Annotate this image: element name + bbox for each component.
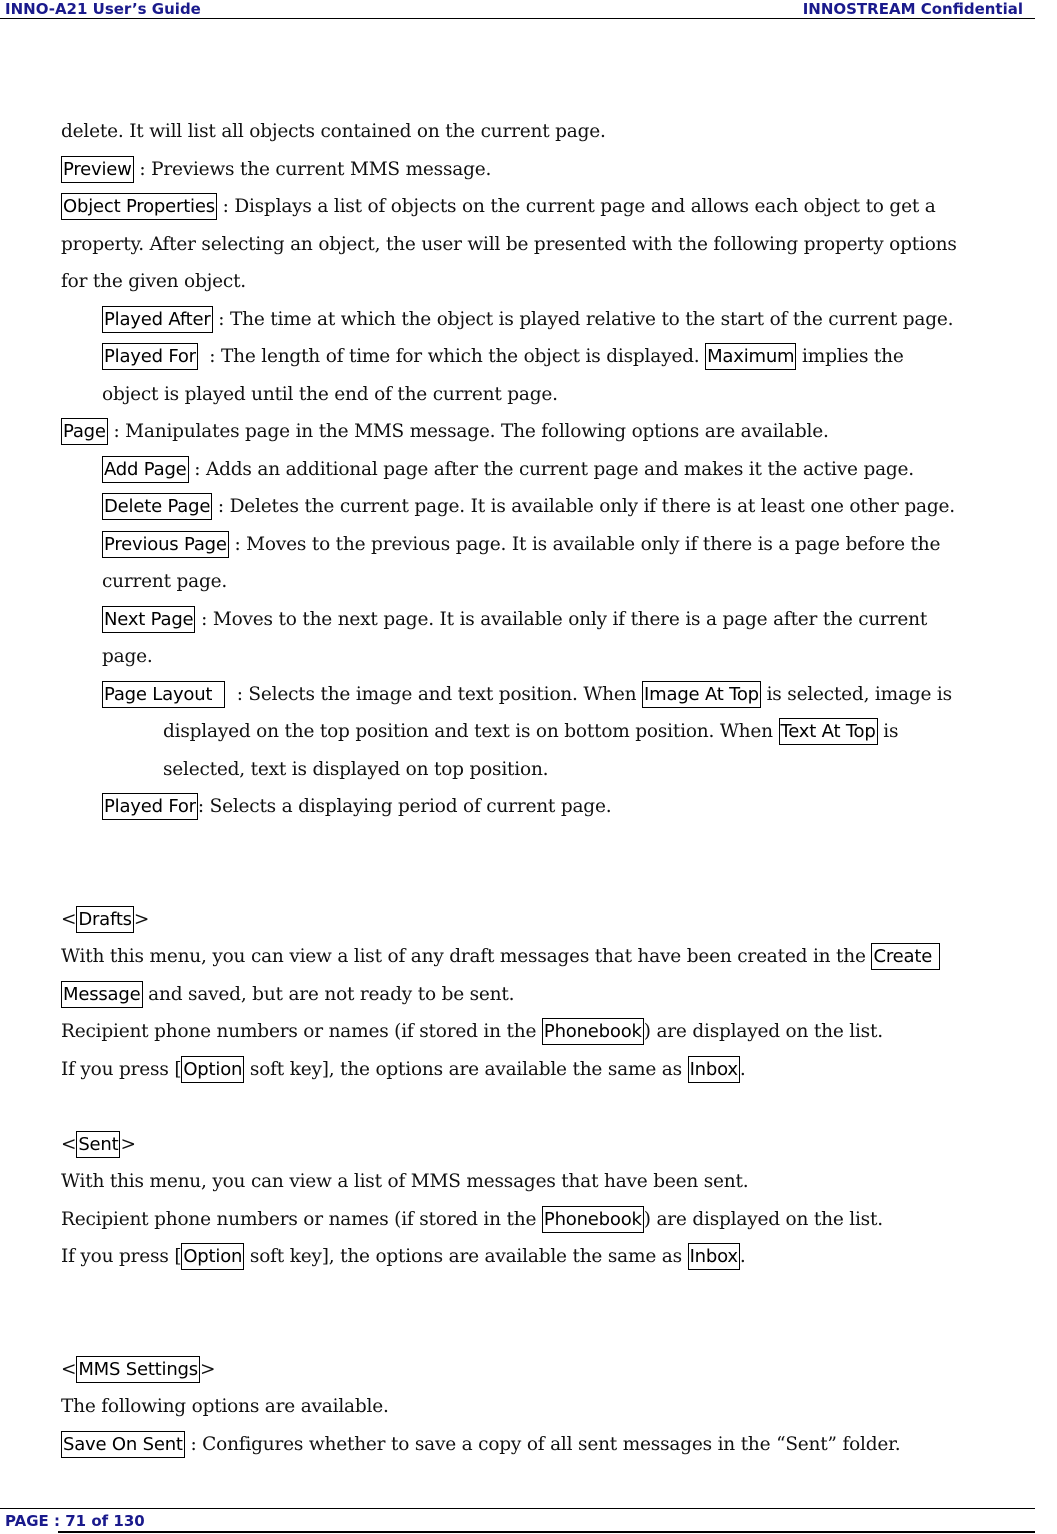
page-keyword: Page — [61, 418, 108, 445]
text-line: Delete Page : Deletes the current page. It is available only if there is at least one other page. — [61, 488, 1051, 526]
previous-page-keyword: Previous Page — [102, 531, 229, 558]
text-line: The following options are available. — [61, 1396, 389, 1417]
played-after-keyword: Played After — [102, 306, 213, 333]
text-line: Add Page : Adds an additional page after the current page and makes it the active page. — [61, 451, 1051, 489]
inbox-keyword: Inbox — [688, 1243, 740, 1270]
text-line: Object Properties : Displays a list of objects on the current page and allows each object to get a — [61, 188, 1051, 226]
save-on-sent-keyword: Save On Sent — [61, 1431, 185, 1458]
text-line: If you press [ Option soft key], the options are available the same as Inbox . — [61, 1051, 1051, 1089]
text-line: Next Page : Moves to the next page. It is available only if there is a page after the current — [61, 601, 1051, 639]
played-for-keyword: Played For — [102, 343, 198, 370]
inbox-keyword: Inbox — [688, 1056, 740, 1083]
phonebook-keyword: Phonebook — [542, 1018, 644, 1045]
text-line: Played For : The length of time for which the object is displayed. Maximum implies the — [61, 338, 1051, 376]
image-at-top-keyword: Image At Top — [642, 681, 761, 708]
text-line: for the given object. — [61, 271, 246, 292]
text-line: Recipient phone numbers or names (if stored in the Phonebook ) are displayed on the list. — [61, 1013, 1051, 1051]
section-heading-mms-settings: < MMS Settings > — [61, 1351, 1051, 1389]
preview-keyword: Preview — [61, 156, 134, 183]
create-keyword: Create — [871, 943, 939, 970]
option-keyword: Option — [181, 1056, 244, 1083]
object-properties-keyword: Object Properties — [61, 193, 217, 220]
text-line: displayed on the top position and text is on bottom position. When Text At Top is — [61, 713, 1051, 751]
section-heading-sent: < Sent > — [61, 1126, 1051, 1164]
page-footer — [0, 1508, 1035, 1533]
page-header — [0, 0, 1035, 19]
text-line: object is played until the end of the current page. — [102, 383, 558, 405]
text-line: Save On Sent : Configures whether to save a copy of all sent messages in the “Sent” folder. — [61, 1426, 1051, 1464]
text-line: If you press [ Option soft key], the options are available the same as Inbox . — [61, 1238, 1051, 1276]
add-page-keyword: Add Page — [102, 456, 189, 483]
text-line: Message and saved, but are not ready to be sent. — [61, 976, 1051, 1014]
text-line: Page Layout : Selects the image and text position. When Image At Top is selected, image is — [61, 676, 1051, 714]
text-line: With this menu, you can view a list of any draft messages that have been created in the Create — [61, 938, 1051, 976]
phonebook-keyword: Phonebook — [542, 1206, 644, 1233]
delete-page-keyword: Delete Page — [102, 493, 212, 520]
text-at-top-keyword: Text At Top — [779, 718, 878, 745]
sent-keyword: Sent — [76, 1131, 120, 1158]
document-body — [61, 113, 1051, 1463]
header-title: INNO-A21 User’s Guide — [5, 0, 201, 18]
text-line: delete. It will list all objects contained on the current page. — [61, 121, 606, 142]
maximum-keyword: Maximum — [705, 343, 796, 370]
text-line: selected, text is displayed on top position. — [163, 758, 549, 780]
page-layout-keyword: Page Layout — [102, 681, 225, 708]
next-page-keyword: Next Page — [102, 606, 195, 633]
played-for-page-keyword: Played For — [102, 793, 198, 820]
drafts-keyword: Drafts — [76, 906, 134, 933]
footer-rule — [58, 1531, 1035, 1533]
text-line: Played After : The time at which the object is played relative to the start of the current page. — [61, 301, 1051, 339]
text-line: Preview : Previews the current MMS message. — [61, 151, 1051, 189]
message-keyword: Message — [61, 981, 143, 1008]
section-heading-drafts: < Drafts > — [61, 901, 1051, 939]
text-line: property. After selecting an object, the user will be presented with the following property options — [61, 233, 957, 255]
text-line: Previous Page : Moves to the previous page. It is available only if there is a page before the — [61, 526, 1051, 564]
header-confidential: INNOSTREAM Confidential — [802, 0, 1023, 18]
text-line: current page. — [102, 571, 228, 592]
page-number: PAGE : 71 of 130 — [5, 1512, 145, 1530]
option-keyword: Option — [181, 1243, 244, 1270]
text-line: page. — [102, 646, 153, 667]
text-line: Played For : Selects a displaying period of current page. — [61, 788, 1051, 826]
mms-settings-keyword: MMS Settings — [76, 1356, 200, 1383]
text-line: With this menu, you can view a list of MMS messages that have been sent. — [61, 1171, 749, 1192]
text-line: Recipient phone numbers or names (if stored in the Phonebook ) are displayed on the list. — [61, 1201, 1051, 1239]
text-line: Page : Manipulates page in the MMS message. The following options are available. — [61, 413, 1051, 451]
